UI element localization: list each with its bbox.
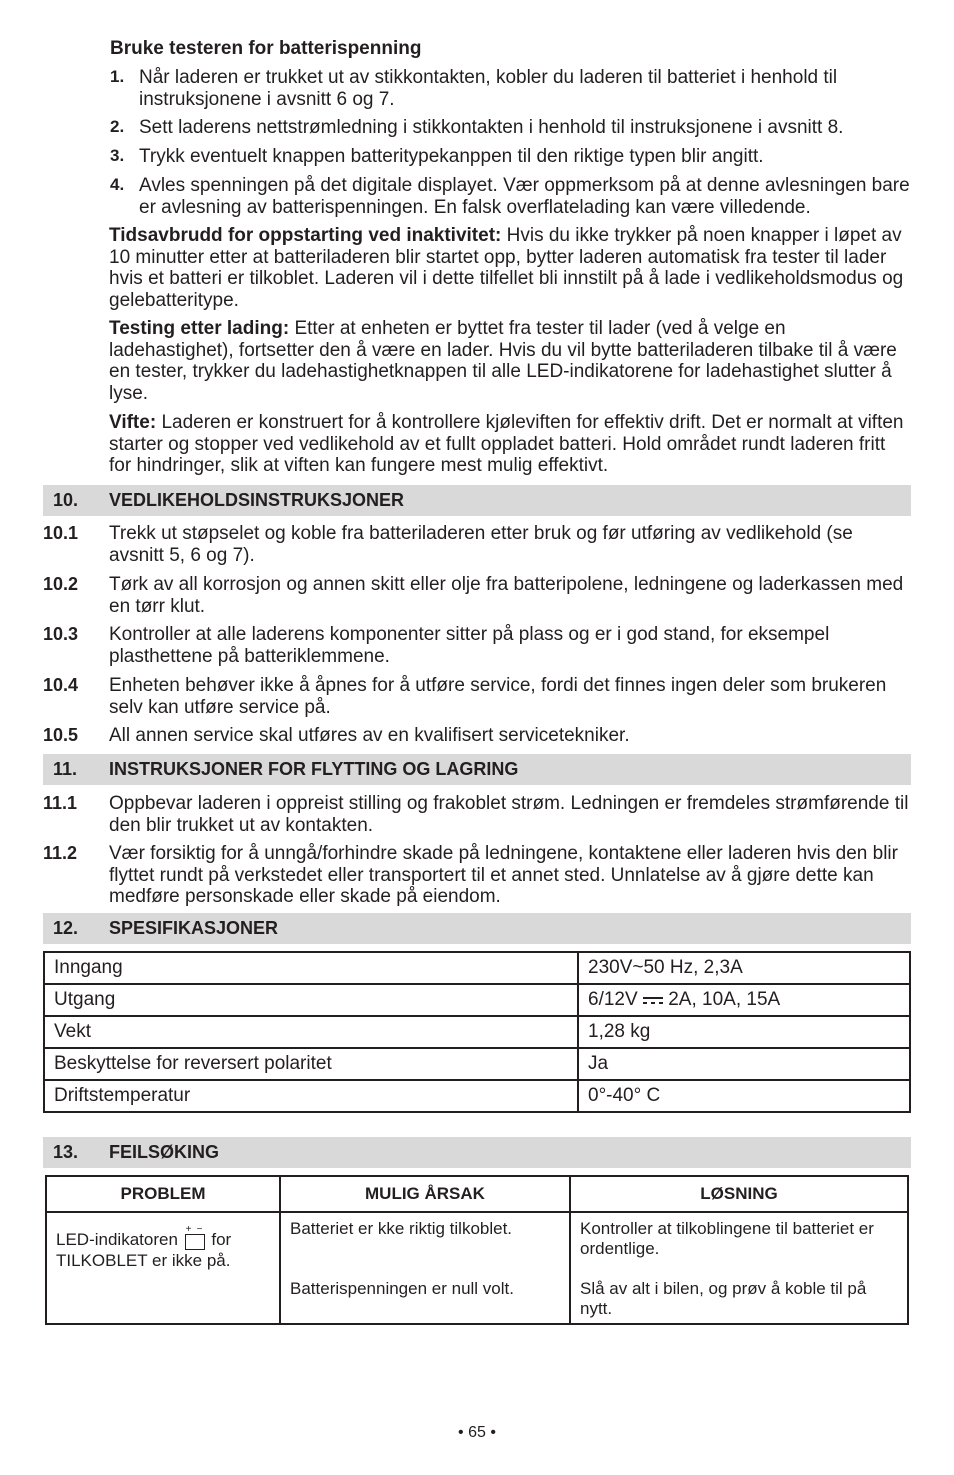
item-text: Tørk av all korrosjon og annen skitt eller olje fra batteripolene, ledningene og laderkassen med en tørr klut. — [109, 574, 904, 617]
item-number: 11.2 — [43, 843, 78, 863]
list-item — [43, 624, 911, 667]
section-title: FEILSØKING — [109, 1142, 220, 1162]
table-row — [46, 1212, 908, 1273]
section-header-11 — [43, 754, 911, 785]
section-title: INSTRUKSJONER FOR FLYTTING OG LAGRING — [109, 759, 519, 779]
fan-text: Laderen er konstruert for å kontrollere kjøleviften for effektiv drift. Det er normalt at viften starter og stopper ved vedlikehold av et fullt oppladet batteri. Hold området rundt laderen fritt for hindringer, slik at viften kan fungere mest mulig effektivt. — [109, 412, 904, 476]
solution-cell: Kontroller at tilkoblingene til batteriet er ordentlige. — [570, 1212, 908, 1273]
spec-value — [578, 984, 910, 1016]
spec-label: Utgang — [44, 984, 578, 1016]
spec-label: Inngang — [44, 952, 578, 984]
section-header-12 — [43, 913, 911, 944]
section-header-13 — [43, 1137, 911, 1168]
problem-text-end: for TILKOBLET er ikke på. — [56, 1230, 232, 1270]
step-number: 2. — [110, 117, 125, 136]
usage-step — [110, 67, 910, 110]
testing-label: Testing etter lading: — [109, 318, 290, 339]
troubleshooting-table — [45, 1175, 909, 1325]
dc-symbol-icon — [643, 994, 663, 1006]
usage-step — [110, 146, 910, 168]
list-item — [43, 793, 911, 836]
spec-value: Ja — [578, 1048, 910, 1080]
usage-heading: Bruke testeren for batterispenning — [110, 38, 422, 59]
fan-label: Vifte: — [109, 412, 157, 433]
usage-step — [110, 175, 910, 218]
timeout-label: Tidsavbrudd for oppstarting ved inaktivitet: — [109, 225, 502, 246]
step-text: Sett laderens nettstrømledning i stikkontakten i henhold til instruksjonene i avsnitt 8. — [139, 117, 844, 138]
table-row — [44, 1048, 910, 1080]
cause-cell: Batteriet er kke riktig tilkoblet. — [280, 1212, 570, 1273]
list-item — [43, 574, 911, 617]
section-number: 12. — [53, 918, 79, 938]
section-number: 10. — [53, 490, 79, 510]
testing-text: Etter at enheten er byttet fra tester til lader (ved å velge en ladehastighet), fortsetter den å være en lader. Hvis du vil bytte batteriladeren tilbake til å være en tester, trykker du ladehastighetknappen til alle LED-indikatorene for ladehastighet slutter å lyse. — [109, 318, 897, 404]
step-number: 3. — [110, 146, 125, 165]
cause-cell: Batterispenningen er null volt. — [280, 1273, 570, 1324]
step-text: Når laderen er trukket ut av stikkontakten, kobler du laderen til batteriet i henhold til instruksjonene i avsnitt 6 og 7. — [139, 67, 838, 110]
list-item — [43, 725, 911, 747]
item-number: 10.4 — [43, 675, 79, 695]
section-header-10 — [43, 485, 911, 516]
spec-value: 230V~50 Hz, 2,3A — [578, 952, 910, 984]
timeout-text: Hvis du ikke trykker på noen knapper i løpet av 10 minutter etter at batteriladeren blir startet opp, bytter laderen automatisk fra tester til lader hvis et batteri er tilkoblet. Laderen vil i dette tilfellet bli innstilt på å lade i vedlikeholdsmodus og gelebatteritype. — [109, 225, 904, 311]
step-text: Trykk eventuelt knappen batteritypekanppen til den riktige typen blir angitt. — [139, 146, 764, 167]
spec-label: Driftstemperatur — [44, 1080, 578, 1112]
usage-step — [110, 117, 910, 139]
item-text: Oppbevar laderen i oppreist stilling og frakoblet strøm. Ledningen er fremdeles strømførende til den blir trukket ut av kontakten. — [109, 793, 909, 836]
item-number: 11.1 — [43, 793, 78, 813]
item-number: 10.1 — [43, 523, 79, 543]
output-current: 2A, 10A, 15A — [668, 989, 781, 1010]
list-item — [43, 675, 911, 718]
problem-cell — [46, 1212, 280, 1324]
item-text: All annen service skal utføres av en kvalifisert servicetekniker. — [109, 725, 630, 746]
item-text: Kontroller at alle laderens komponenter sitter på plass og er i god stand, for eksempel plasthettene på batteriklemmene. — [109, 624, 830, 667]
item-number: 10.3 — [43, 624, 79, 644]
spec-label: Beskyttelse for reversert polaritet — [44, 1048, 578, 1080]
spec-value: 1,28 kg — [578, 1016, 910, 1048]
spec-value: 0°-40° C — [578, 1080, 910, 1112]
table-row — [44, 1016, 910, 1048]
list-item — [43, 523, 911, 566]
problem-text-start: LED-indikatoren — [56, 1230, 178, 1249]
table-row — [44, 1080, 910, 1112]
solution-cell: Slå av alt i bilen, og prøv å koble til på nytt. — [570, 1273, 908, 1324]
testing-paragraph — [109, 318, 911, 404]
column-header: PROBLEM — [46, 1176, 280, 1212]
item-text: Trekk ut støpselet og koble fra batteriladeren etter bruk og før utføring av vedlikehold (se avsnitt 5, 6 og 7). — [109, 523, 853, 566]
item-number: 10.5 — [43, 725, 79, 745]
item-text: Vær forsiktig for å unngå/forhindre skade på ledningene, kontaktene eller laderen hvis den blir flyttet rundt på verkstedet eller transportert til et annet sted. Unnlatelse av å gjøre dette kan medføre personskade eller skade på eiendom. — [109, 843, 898, 907]
timeout-paragraph — [109, 225, 911, 311]
fan-paragraph — [109, 412, 911, 477]
page-number: • 65 • — [458, 1424, 496, 1441]
column-header: MULIG ÅRSAK — [280, 1176, 570, 1212]
table-header-row — [46, 1176, 908, 1212]
table-row — [44, 984, 910, 1016]
step-text: Avles spenningen på det digitale displayet. Vær oppmerksom på at denne avlesningen bare er avlesning av batterispenningen. En falsk overflatelading kan være villedende. — [139, 175, 910, 218]
battery-connected-icon: + − — [183, 1225, 207, 1251]
step-number: 1. — [110, 67, 125, 86]
section-number: 11. — [53, 759, 78, 779]
column-header: LØSNING — [570, 1176, 908, 1212]
spec-label: Vekt — [44, 1016, 578, 1048]
item-number: 10.2 — [43, 574, 79, 594]
section-number: 13. — [53, 1142, 79, 1162]
table-row — [44, 952, 910, 984]
section-title: VEDLIKEHOLDSINSTRUKSJONER — [109, 490, 405, 510]
specifications-table — [43, 951, 911, 1113]
output-voltage: 6/12V — [588, 989, 638, 1010]
step-number: 4. — [110, 175, 125, 194]
item-text: Enheten behøver ikke å åpnes for å utføre service, fordi det finnes ingen deler som brukeren selv kan utføre service på. — [109, 675, 887, 718]
section-title: SPESIFIKASJONER — [109, 918, 279, 938]
list-item — [43, 843, 911, 908]
